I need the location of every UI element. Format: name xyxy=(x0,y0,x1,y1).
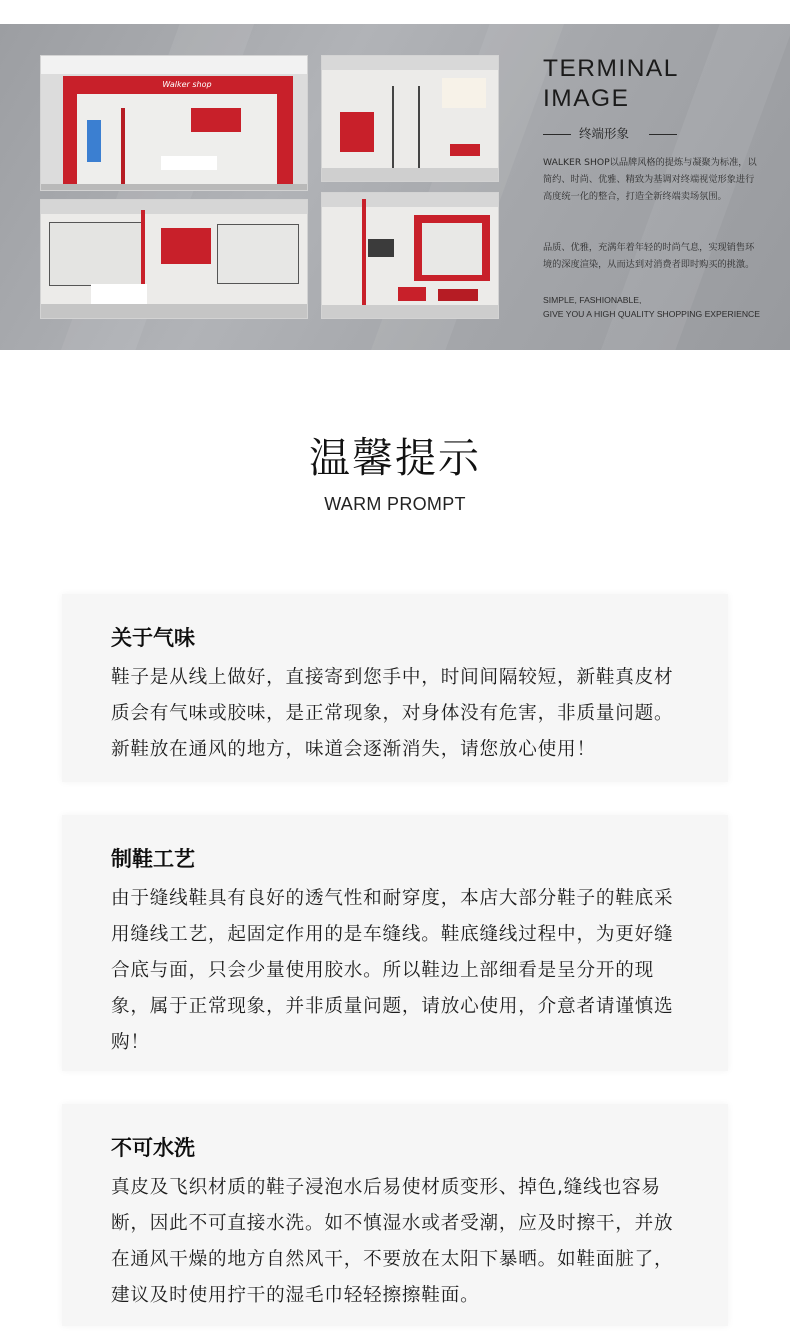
store-interior xyxy=(77,94,277,186)
store-interior-photo-3 xyxy=(321,192,499,319)
notice-card-odor xyxy=(62,594,728,782)
display-box xyxy=(398,287,426,301)
notice-card-washing xyxy=(62,1104,728,1326)
floor xyxy=(322,305,499,319)
display-box xyxy=(450,144,480,156)
display-wall xyxy=(191,108,241,132)
divider xyxy=(649,134,677,135)
shop-sign: Walker shop xyxy=(162,80,212,89)
ceiling xyxy=(41,56,308,74)
shelf-wall xyxy=(217,224,299,284)
warm-prompt-title: 温馨提示 xyxy=(309,434,481,482)
notice-card-craft xyxy=(62,815,728,1071)
floor xyxy=(322,168,499,182)
card-body: 鞋子是从线上做好，直接寄到您手中，时间间隔较短，新鞋真皮材质会有气味或胶味，是正常现象，对身体没有危害，非质量问题。新鞋放在通风的地方，味道会逐渐消失，请您放心使用！ xyxy=(111,667,674,760)
terminal-subtitle xyxy=(543,124,679,144)
shoe-shelf xyxy=(422,223,482,275)
store-interior-photo-1 xyxy=(321,55,499,182)
shelf-wall xyxy=(49,222,143,286)
store-front-photo xyxy=(40,55,308,191)
banner-description-1: WALKER SHOP以品牌风格的提炼与凝聚为标准，以简约、时尚、优雅、精致为基调对终端视觉形象进行高度统一化的整合，打造全新终端卖场氛围。 xyxy=(543,157,757,202)
floor xyxy=(41,304,308,319)
ceiling xyxy=(322,193,499,207)
card-title: 不可水洗 xyxy=(111,1136,195,1160)
card-title: 制鞋工艺 xyxy=(111,847,195,871)
ceiling xyxy=(322,56,499,70)
red-post xyxy=(362,199,366,309)
divider xyxy=(543,134,571,135)
card-body: 由于缝线鞋具有良好的透气性和耐穿度，本店大部分鞋子的鞋底采用缝线工艺，起固定作用的是车缝线。鞋底缝线过程中，为更好缝合底与面，只会少量使用胶水。所以鞋边上部细看是呈分开的现象，属于正常现象，并非质量问题，请放心使用，介意者请谨慎选购！ xyxy=(111,888,674,1053)
subtitle-text: 终端形象 xyxy=(579,126,630,141)
poster xyxy=(368,239,394,257)
banner-description-en: SIMPLE, FASHIONABLE, GIVE YOU A HIGH QUALITY SHOPPING EXPERIENCE xyxy=(543,295,760,319)
floor xyxy=(41,184,308,191)
poster xyxy=(442,78,486,108)
red-wall xyxy=(161,228,211,264)
shelf-post xyxy=(121,108,125,184)
shelf-frame xyxy=(418,86,420,172)
shelf-frame xyxy=(392,86,394,172)
warm-prompt-subtitle: WARM PROMPT xyxy=(324,494,466,514)
card-title: 关于气味 xyxy=(111,626,195,650)
store-image-banner xyxy=(0,24,790,350)
banner-description-2: 品质、优雅，充满年着年轻的时尚气息，实现销售环境的深度渲染，从而达到对消费者即时购买的挑激。 xyxy=(543,242,755,270)
poster-figure xyxy=(87,120,101,162)
display-box xyxy=(438,289,478,301)
display-table xyxy=(91,284,147,304)
store-interior-photo-2 xyxy=(40,199,308,319)
card-body: 真皮及飞织材质的鞋子浸泡水后易使材质变形、掉色,缝线也容易断，因此不可直接水洗。如不慎湿水或者受潮，应及时擦干，并放在通风干燥的地方自然风干，不要放在太阳下暴晒。如鞋面脏了，建议及时使用拧干的湿毛巾轻轻擦擦鞋面。 xyxy=(111,1177,674,1306)
display-table xyxy=(161,156,217,170)
red-wall xyxy=(340,112,374,152)
terminal-image-title: TERMINAL IMAGE xyxy=(543,55,679,112)
ceiling xyxy=(41,200,308,214)
